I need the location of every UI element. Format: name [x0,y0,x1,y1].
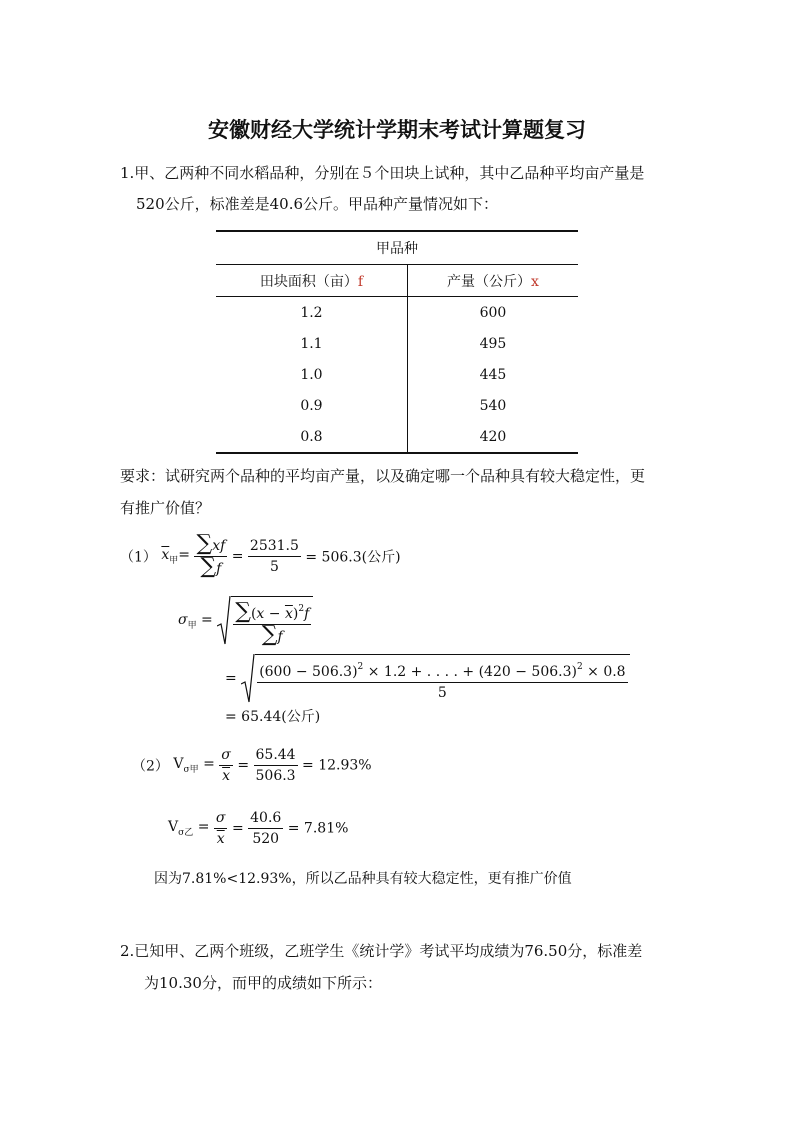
mean-fraction: $\frac{\sum xf}{\sum f}$ [196,531,226,579]
page-title: 安徽财经大学统计学期末考试计算题复习 [208,118,586,142]
cell-area: 0.9 [216,390,407,421]
table-row [216,328,578,359]
mean-value-fraction: $\frac{2531.5}{5}$ [249,538,299,575]
header-area-label: 田块面积（亩） [259,273,358,290]
sqrt-sign: $\frac{\sum(x - \overline{x})^2f}{\sum f}$ [217,596,313,647]
mean-subscript: 甲 [169,556,179,566]
variety-a-table [216,230,578,454]
cv-b-formula: $V_{\sigma 乙}$ = $\frac{\sigma}{x}$ = $\frac{40.6}{520}$ = 7.81% [168,810,349,847]
step1-label: （1） [120,549,157,566]
q1-line1: 1.甲、乙两种不同水稻品种，分别在５个田块上试种，其中乙品种平均亩产量是 [120,164,645,182]
header-area [216,265,407,297]
cell-yield: 495 [479,335,507,352]
sigma-formula: $\sigma_甲$ = $\frac{\sum(x - \overline{x})^2f}{\sum f}$ [178,596,313,647]
cv-a-formula: （2） $V_{\sigma 甲}$ = $\frac{\sigma}{x}$ = $\frac{65.44}{506.3}$ = 12.93% [132,747,372,784]
cell-area: 1.1 [216,328,407,359]
requirement-line2: 有推广价值？ [120,499,211,517]
conclusion: 因为7.81%<12.93%，所以乙品种具有较大稳定性，更有推广价值 [154,871,572,887]
sigma-subscript: 甲 [187,621,197,631]
cell-yield: 445 [479,366,507,383]
mean-formula: （1） $\overline{x}_甲=$ $\frac{\sum xf}{\sum f}$ = $\frac{2531.5}{5}$ = 506.3(公斤) [120,531,401,579]
table-row [216,390,578,421]
header-area-var: f [357,273,364,290]
cell-yield: 420 [407,421,578,453]
header-yield-label: 产量（公斤） [447,273,531,290]
header-yield-var: x [531,273,539,290]
q2-line2: 为10.30分，而甲的成绩如下所示： [144,974,382,992]
table-row [216,359,578,390]
table-row [216,421,578,453]
table-caption: 甲品种 [216,231,578,265]
header-yield [407,265,578,297]
cell-area: 0.8 [216,421,407,453]
q2-line1: 2.已知甲、乙两个班级，乙班学生《统计学》考试平均成绩为76.50分，标准差 [120,942,643,960]
cell-area: 1.2 [216,297,407,329]
cell-yield: 600 [479,304,507,321]
cell-yield: 540 [479,397,507,414]
requirement-line1: 要求：试研究两个品种的平均亩产量，以及确定哪一个品种具有较大稳定性，更 [120,467,646,485]
sigma-expansion: = $\frac{(600 - 506.3)^2 \times 1.2 + . . . . + (420 - 506.3)^2 \times 0.8}{5}$ [225,654,630,703]
mean-result: = 506.3(公斤) [305,549,401,566]
cell-area: 1.0 [216,359,407,390]
sigma-result: = 65.44(公斤) [225,709,321,725]
q1-line2: 520公斤，标准差是40.6公斤。甲品种产量情况如下： [136,195,499,213]
table-row [216,297,578,329]
